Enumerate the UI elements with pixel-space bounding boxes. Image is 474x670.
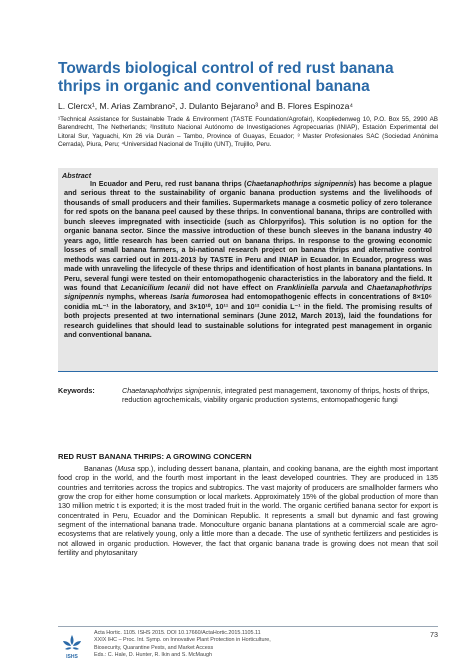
section-heading: RED RUST BANANA THRIPS: A GROWING CONCERN: [58, 452, 252, 461]
ishs-logo-icon: [58, 632, 86, 660]
footer-divider: [58, 626, 438, 627]
footer-line: XXIX IHC – Proc. Int. Symp. on Innovative Plant Protection in Horticulture,: [94, 637, 271, 644]
keywords-rest: , integrated pest management, taxonomy of thrips, hosts of thrips, reduction agrochemicals, viability organic production systems, entomopathogenic fungi: [122, 386, 430, 405]
body-part: spp.), including dessert banana, plantain, and cooking banana, are the eighth most important food crop in the world, and the fourth most important in the least developed countries. They are produced in 135 countries and territories across the tropics and subtropics. The vast majority of producers are smallholder farmers who grow the crop for either home consumption or local markets. Approximately 15% of the global production of more than 130 million metric t is exported; it is the most traded fruit in the world. The organic certified banana sector for export is concentrated in Peru, Ecuador and the Dominican Republic. It represents a small but dynamic and fast growing segment of the international banana trade. Monoculture organic banana plantations at a commercial scale are agro-ecosystems that are relatively young, only a little more than a decade. The use of synthetic fertilizers and pesticides is not allowed in organic production. However, the fact that organic banana trade is growing does not mean that soil fertility and phytosanitary: [58, 464, 439, 558]
logo-text: ISHS: [66, 654, 78, 660]
keywords-label: Keywords:: [58, 386, 95, 395]
abstract-part: had entomopathogenic effects in concentrations of 8×10⁶ conidia mL⁻¹ in the laboratory, and 3×10¹⁰, 10¹¹ and 10¹² conidia L⁻¹ in the field. The promising results of both projects presented at two international seminars (June 2012, March 2013), laid the foundations for research guidelines that should lead to sustainable solutions for integrated pest management in organic and conventional banana.: [64, 293, 432, 340]
species-name: Isaria fumorosea: [170, 293, 229, 302]
author-list: L. Clercx¹, M. Arias Zambrano², J. Dulanto Bejarano³ and B. Flores Espinoza⁴: [58, 101, 354, 111]
footer-line: Eds.: C. Hale, D. Hunter, R. Ikin and S. McMaugh: [94, 651, 213, 658]
affiliations: ¹Technical Assistance for Sustainable Trade & Environment (TASTE Foundation/Agrofair), Koopliedenweg 10, P.O. Box 55, 2990 AB Barendrecht, The Netherlands; ²Instituto Nacional Autónomo de Investigaciones Agropecuarias (INIAP), Estación Experimental del Litoral Sur, Yaguachi, Km 26 vía Durán – Tambo, Province of Guayas, Ecuador; ³ Master Profesionales SAC (Sociedad Anónima Cerrada), Piura, Peru; ⁴Universidad Nacional de Trujillo (UNT), Trujillo, Peru.: [58, 116, 438, 149]
abstract-part: In Ecuador and Peru, red rust banana thrips (: [90, 180, 247, 188]
abstract-box: [58, 168, 438, 372]
species-name: Chaetanaphothrips signipennis: [122, 386, 221, 395]
species-name: Frankliniella parvula: [276, 283, 348, 292]
abstract-part: did not have effect on: [189, 283, 277, 292]
species-name: Chaetanaphothrips signipennis: [246, 180, 354, 188]
species-name: Lecanicilium lecanii: [120, 283, 190, 292]
footer-citation: [94, 630, 394, 659]
species-name: Chaetanaphothrips signipennis: [64, 283, 432, 302]
abstract-text: [64, 180, 432, 341]
species-name: Musa: [117, 464, 135, 473]
body-paragraph: [58, 464, 438, 557]
page-number: 73: [430, 630, 438, 639]
paper-title: Towards biological control of red rust banana thrips in organic and conventional banana: [58, 60, 394, 95]
footer-line: Acta Hortic. 1105. ISHS 2015. DOI 10.17660/ActaHortic.2015.1105.11: [94, 630, 261, 636]
abstract-label: Abstract: [62, 171, 92, 180]
keywords-text: [122, 386, 438, 405]
footer-line: Biosecurity, Quarantine Pests, and Market Access: [94, 644, 214, 651]
abstract-part: and: [347, 283, 367, 292]
abstract-part: nymphs, whereas: [103, 293, 171, 302]
abstract-part: ) has become a plague and serious threat to the sustainability of organic banana production systems and the livelihoods of thousands of small producers and their families. Supermarkets manage a cosmetic policy of zero tolerance for red spots on the banana peel caused by these thrips. In conventional banana, thrips are controlled with bunch sleeves impregnated with insecticide (such as Chlorpyrifos). This solution is no option for the organic banana sector. Since the massive introduction of these bunch sleeves in the banana industry 40 years ago, little research has been carried out on banana thrips. In response to the growing economic losses of small banana farmers, a bi-national research project on banana thrips and alternative control methods was carried out in 2011-2013 by TASTE in Peru and INIAP in Ecuador. In Ecuador, progress was made with unraveling the lifecycle of these thrips and identification of host plants in banana plantations. In Peru, several fungi were tested on their entomopathogenic characteristics in the laboratory and the field. It was found that: [64, 180, 433, 292]
body-part: Bananas (: [84, 464, 118, 473]
